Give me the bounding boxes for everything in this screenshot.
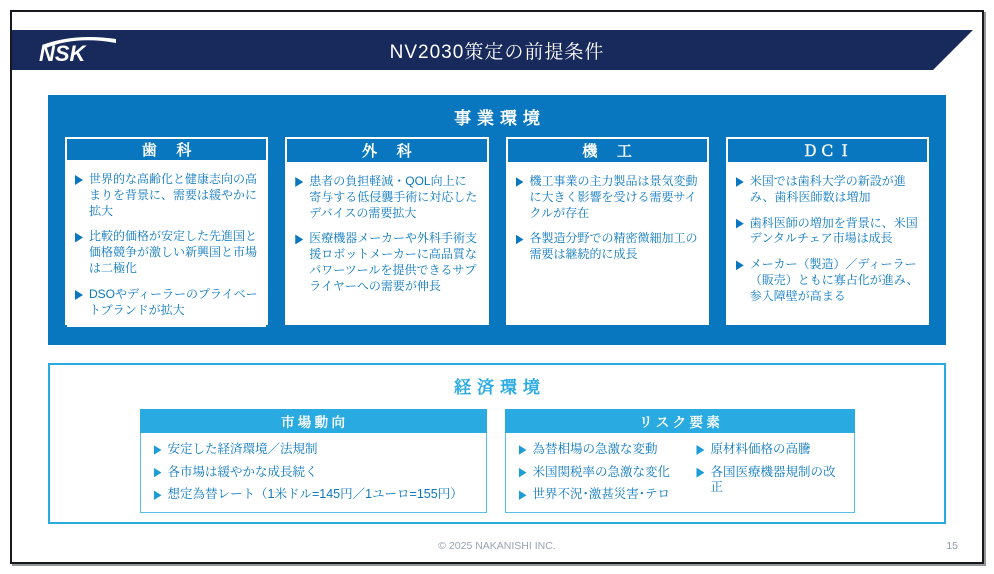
- triangle-bullet-icon: [75, 232, 83, 242]
- column-dci-header: ＤＣＩ: [728, 139, 927, 164]
- bullet-item: [519, 487, 689, 503]
- bullet-item: [519, 442, 689, 458]
- nsk-logo-text: NSK: [39, 41, 86, 66]
- bullet-text: 比較的価格が安定した先進国と価格競争が激しい新興国と市場は二極化: [89, 229, 258, 276]
- bullet-item: [154, 442, 473, 458]
- risk-factors-body: [505, 433, 855, 513]
- bullet-item: [736, 216, 919, 248]
- copyright-text: © 2025 NAKANISHI INC.: [438, 540, 556, 552]
- business-environment-section: [48, 95, 946, 345]
- bullet-text: 安定した経済環境／法規制: [167, 442, 318, 456]
- triangle-bullet-icon: [519, 445, 527, 455]
- bullet-item: [295, 174, 478, 221]
- triangle-bullet-icon: [154, 468, 162, 478]
- economic-subsections: [50, 409, 944, 513]
- triangle-bullet-icon: [295, 177, 303, 187]
- column-machining: [506, 137, 709, 325]
- bullet-item: [154, 465, 473, 481]
- triangle-bullet-icon: [295, 234, 303, 244]
- column-dental-body: [67, 162, 266, 327]
- economic-environment-section: [48, 363, 946, 524]
- business-environment-title: 事業環境: [454, 109, 546, 128]
- column-surgical: [285, 137, 488, 325]
- bullet-item: [154, 487, 473, 503]
- bullet-item: [696, 442, 840, 458]
- bullet-item: [516, 174, 699, 221]
- business-columns: [48, 137, 946, 325]
- bullet-item: [295, 231, 478, 294]
- bullet-text: 想定為替レート（1米ドル=145円／1ユーロ=155円）: [167, 487, 463, 502]
- triangle-bullet-icon: [736, 219, 744, 229]
- page-number: 15: [946, 540, 958, 552]
- bullet-text: 米国では歯科大学の新設が進み、歯科医師数は増加: [749, 174, 906, 204]
- triangle-bullet-icon: [519, 490, 527, 500]
- triangle-bullet-icon: [736, 260, 744, 270]
- column-machining-body: [508, 164, 707, 323]
- column-dci: [726, 137, 929, 325]
- bullet-item: [75, 287, 258, 319]
- column-machining-header: 機 工: [508, 139, 707, 164]
- risk-factors-header: リスク要素: [505, 409, 855, 433]
- triangle-bullet-icon: [516, 234, 524, 244]
- bullet-text: 歯科医師の増加を背景に、米国デンタルチェア市場は成長: [749, 215, 918, 246]
- column-dental: [65, 137, 268, 325]
- bullet-text: 各市場は緩やかな成長続く: [167, 464, 318, 479]
- triangle-bullet-icon: [154, 445, 162, 455]
- bullet-text: 医療機器メーカーや外科手術支援ロボットメーカーに高品質なパワーツールを提供できるサプライヤーへの需要が伸長: [309, 231, 478, 293]
- triangle-bullet-icon: [736, 177, 744, 187]
- bullet-text: 世界不況･激甚災害･テロ: [532, 487, 671, 502]
- triangle-bullet-icon: [696, 445, 704, 455]
- economic-environment-title: 経済環境: [454, 378, 546, 397]
- triangle-bullet-icon: [516, 177, 524, 187]
- triangle-bullet-icon: [154, 490, 162, 500]
- bullet-text: 原材料価格の高騰: [710, 442, 811, 456]
- column-dci-body: [728, 164, 927, 323]
- bullet-text: 世界的な高齢化と健康志向の高まりを背景に、需要は緩やかに拡大: [89, 172, 258, 218]
- bullet-text: 各国医療機器規制の改正: [710, 464, 836, 495]
- bullet-item: [736, 174, 919, 206]
- bullet-text: メーカー（製造）／ディーラー（販売）ともに寡占化が進み、参入障壁が高まる: [749, 257, 919, 303]
- market-trends-header: 市場動向: [140, 409, 487, 433]
- bullet-text: 米国関税率の急激な変化: [532, 464, 671, 479]
- market-trends-box: [140, 409, 487, 513]
- triangle-bullet-icon: [75, 290, 83, 300]
- bullet-item: [519, 465, 689, 481]
- column-dental-header: 歯 科: [67, 139, 266, 162]
- bullet-item: [75, 229, 258, 276]
- bullet-text: 為替相場の急激な変動: [532, 442, 658, 456]
- risk-factors-right-column: [696, 442, 840, 503]
- page-title: NV2030策定の前提条件: [389, 41, 605, 63]
- triangle-bullet-icon: [696, 468, 704, 478]
- column-surgical-header: 外 科: [287, 139, 486, 164]
- bullet-item: [696, 465, 840, 496]
- bullet-text: 各製造分野での精密微細加工の需要は継続的に成長: [529, 231, 698, 262]
- risk-factors-box: [505, 409, 855, 513]
- column-surgical-body: [287, 164, 486, 323]
- bullet-item: [75, 172, 258, 219]
- bullet-text: 患者の負担軽減・QOL向上に寄与する低侵襲手術に対応したデバイスの需要拡大: [309, 174, 478, 220]
- risk-factors-left-column: [519, 442, 689, 503]
- triangle-bullet-icon: [519, 468, 527, 478]
- bullet-item: [736, 257, 919, 304]
- bullet-text: DSOやディーラーのプライベートブランドが拡大: [89, 286, 258, 317]
- bullet-item: [516, 231, 699, 263]
- market-trends-body: [140, 433, 487, 513]
- bullet-text: 機工事業の主力製品は景気変動に大きく影響を受ける需要サイクルが存在: [529, 174, 698, 220]
- triangle-bullet-icon: [75, 175, 83, 185]
